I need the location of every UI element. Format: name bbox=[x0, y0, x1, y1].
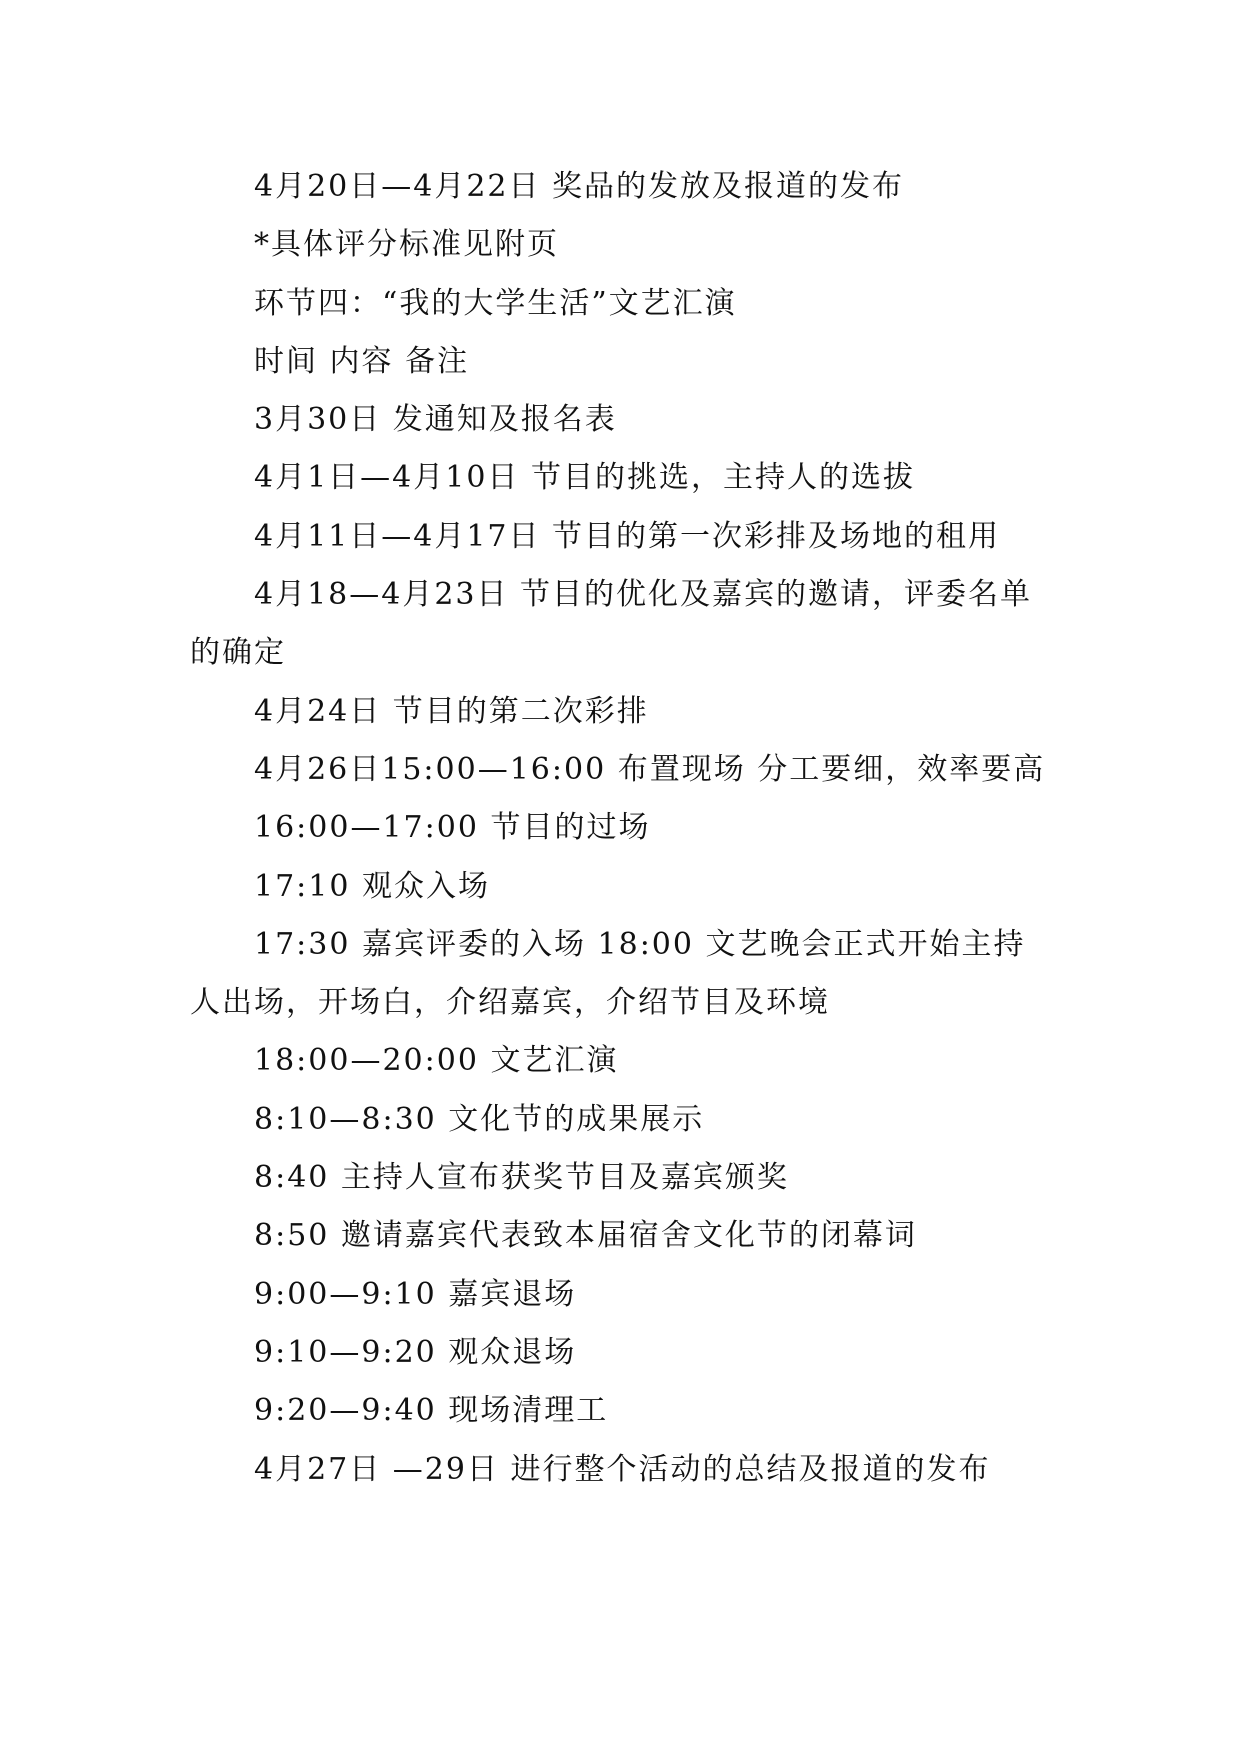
paragraph-schedule-item: 8:50 邀请嘉宾代表致本届宿舍文化节的闭幕词 bbox=[254, 1218, 917, 1254]
document-body bbox=[190, 158, 1055, 1499]
paragraph-schedule-item: 4月1日—4月10日 节目的挑选，主持人的选拔 bbox=[254, 460, 915, 496]
paragraph-schedule-item: 17:30 嘉宾评委的入场 18:00 文艺晚会正式开始主持人出场，开场白，介绍嘉宾，介绍节目及环境 bbox=[190, 926, 1026, 1021]
paragraph-schedule-item: 4月18—4月23日 节目的优化及嘉宾的邀请，评委名单的确定 bbox=[190, 577, 1033, 671]
paragraph-schedule-item: 9:10—9:20 观众退场 bbox=[254, 1334, 577, 1370]
paragraph-scoring-note: *具体评分标准见附页 bbox=[254, 227, 559, 263]
paragraph-table-header: 时间 内容 备注 bbox=[254, 343, 470, 379]
paragraph-schedule-item: 4月24日 节目的第二次彩排 bbox=[254, 693, 649, 729]
paragraph-schedule-item: 4月11日—4月17日 节目的第一次彩排及场地的租用 bbox=[254, 518, 1001, 554]
paragraph-schedule-item: 16:00—17:00 节目的过场 bbox=[254, 810, 651, 846]
paragraph-schedule-item: 4月26日15:00—16:00 布置现场 分工要细，效率要高 bbox=[254, 751, 1046, 787]
paragraph-section-four-heading: 环节四：“我的大学生活”文艺汇演 bbox=[254, 285, 737, 321]
paragraph-prize-distribution: 4月20日—4月22日 奖品的发放及报道的发布 bbox=[254, 169, 905, 204]
paragraph-schedule-item: 18:00—20:00 文艺汇演 bbox=[254, 1043, 619, 1079]
paragraph-schedule-item: 3月30日 发通知及报名表 bbox=[254, 402, 617, 438]
paragraph-schedule-item: 9:00—9:10 嘉宾退场 bbox=[254, 1276, 577, 1312]
paragraph-schedule-item: 17:10 观众入场 bbox=[254, 868, 490, 904]
paragraph-schedule-item: 8:10—8:30 文化节的成果展示 bbox=[254, 1101, 705, 1137]
paragraph-schedule-item: 9:20—9:40 现场清理工 bbox=[254, 1393, 609, 1429]
paragraph-summary: 4月27日 —29日 进行整个活动的总结及报道的发布 bbox=[254, 1451, 991, 1487]
paragraph-schedule-item: 8:40 主持人宣布获奖节目及嘉宾颁奖 bbox=[254, 1160, 789, 1196]
